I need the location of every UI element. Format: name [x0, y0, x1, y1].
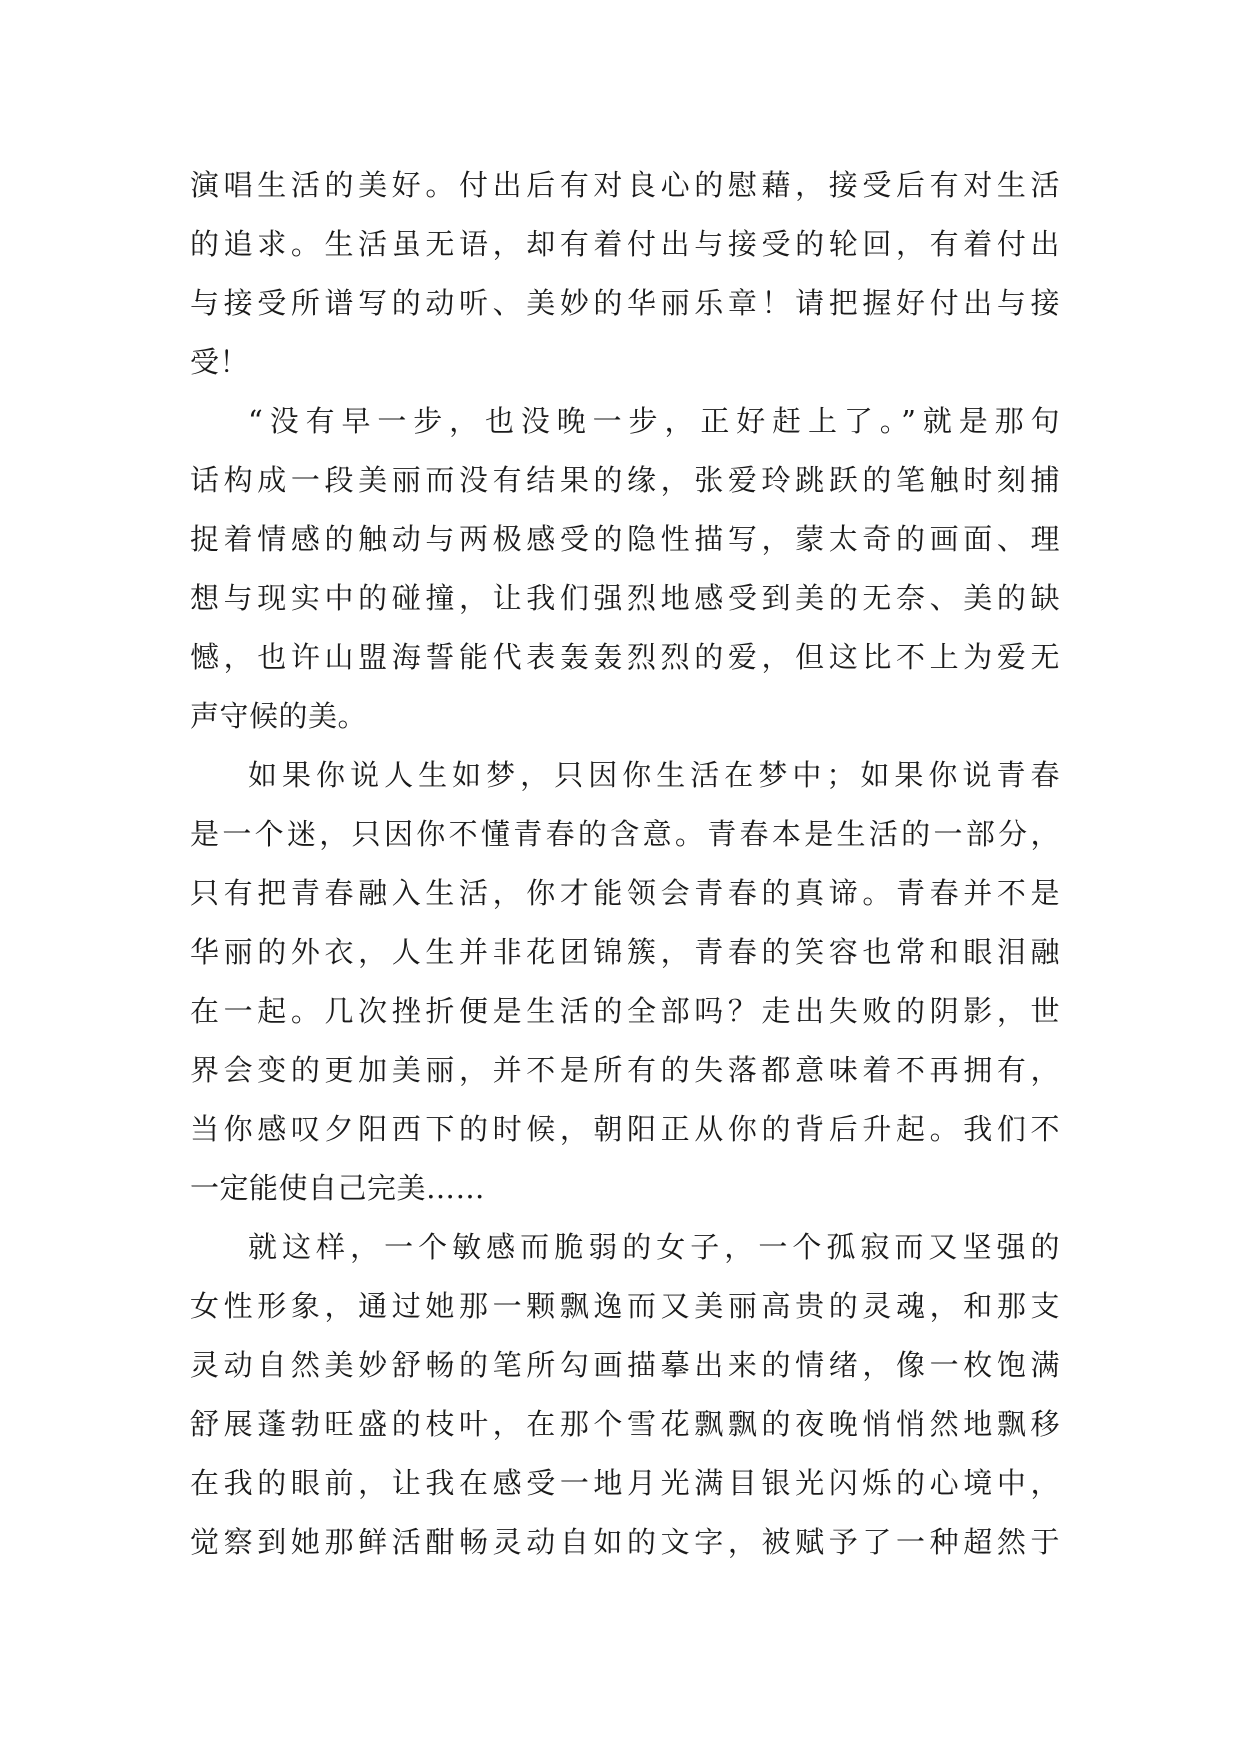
text-line: 捉着情感的触动与两极感受的隐性描写，蒙太奇的画面、理 [190, 522, 1060, 556]
text-line: 灵动自然美妙舒畅的笔所勾画描摹出来的情绪，像一枚饱满 [190, 1348, 1060, 1382]
text-line: 与接受所谱写的动听、美妙的华丽乐章！请把握好付出与接 [190, 286, 1060, 320]
text-line: 演唱生活的美好。付出后有对良心的慰藉，接受后有对生活 [190, 168, 1060, 202]
text-line: 界会变的更加美丽，并不是所有的失落都意味着不再拥有， [190, 1053, 1060, 1087]
text-line: 觉察到她那鲜活酣畅灵动自如的文字，被赋予了一种超然于 [190, 1525, 1060, 1559]
text-line: 当你感叹夕阳西下的时候，朝阳正从你的背后升起。我们不 [190, 1112, 1060, 1146]
body-text [190, 156, 1060, 1572]
text-line: 女性形象，通过她那一颗飘逸而又美丽高贵的灵魂，和那支 [190, 1289, 1060, 1323]
text-line: 如果你说人生如梦，只因你生活在梦中；如果你说青春 [248, 758, 1060, 792]
text-line: 华丽的外衣，人生并非花团锦簇，青春的笑容也常和眼泪融 [190, 935, 1060, 969]
text-line: 在我的眼前，让我在感受一地月光满目银光闪烁的心境中， [190, 1466, 1060, 1500]
text-line: 在一起。几次挫折便是生活的全部吗？走出失败的阴影，世 [190, 994, 1060, 1028]
text-line: “没有早一步，也没晚一步，正好赶上了。”就是那句 [248, 404, 1060, 438]
text-line: 舒展蓬勃旺盛的枝叶，在那个雪花飘飘的夜晚悄悄然地飘移 [190, 1407, 1060, 1441]
text-line: 就这样，一个敏感而脆弱的女子，一个孤寂而又坚强的 [248, 1230, 1060, 1264]
text-line: 话构成一段美丽而没有结果的缘，张爱玲跳跃的笔触时刻捕 [190, 463, 1060, 497]
text-line: 憾，也许山盟海誓能代表轰轰烈烈的爱，但这比不上为爱无 [190, 640, 1060, 674]
text-line: 想与现实中的碰撞，让我们强烈地感受到美的无奈、美的缺 [190, 581, 1060, 615]
text-line: 受！ [190, 345, 250, 379]
text-line: 声守候的美。 [190, 699, 368, 733]
text-line: 一定能使自己完美…… [190, 1171, 486, 1205]
text-line: 是一个迷，只因你不懂青春的含意。青春本是生活的一部分， [190, 817, 1060, 851]
text-line: 的追求。生活虽无语，却有着付出与接受的轮回，有着付出 [190, 227, 1060, 261]
text-line: 只有把青春融入生活，你才能领会青春的真谛。青春并不是 [190, 876, 1060, 910]
